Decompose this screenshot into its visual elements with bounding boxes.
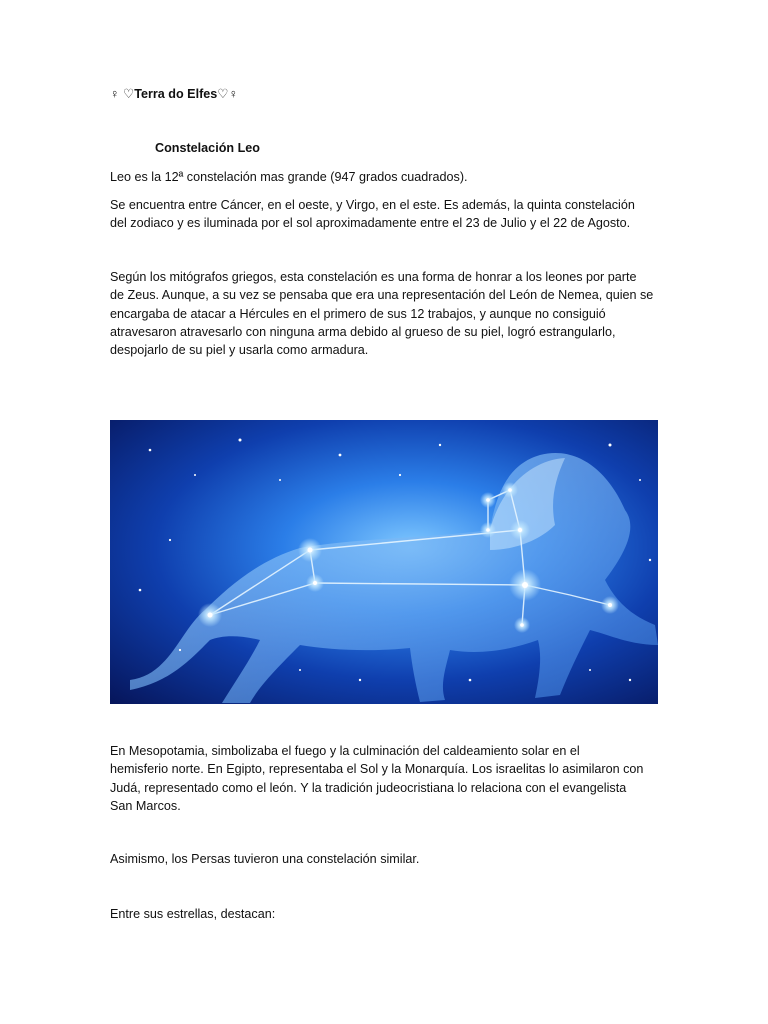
text-line: Se encuentra entre Cáncer, en el oeste, y Virgo, en el este. Es además, la quinta constelación [110, 198, 635, 212]
paragraph-mesopotamia [110, 742, 658, 815]
text-line: de Zeus. Aunque, a su vez se pensaba que era una representación del León de Nemea, quien se [110, 288, 654, 303]
paragraph-mythology [110, 268, 658, 359]
section-heading: Constelación Leo [155, 141, 260, 155]
paragraph-location [110, 196, 658, 233]
text-line: En Mesopotamia, simbolizaba el fuego y la culminación del caldeamiento solar en el [110, 744, 580, 758]
text-line: Según los mitógrafos griegos, esta constelación es una forma de honrar a los leones por parte [110, 270, 637, 284]
text-line: atravesaron atravesarlo con ninguna arma debido al grueso de su piel, logró estrangularlo, [110, 324, 616, 339]
text-line: hemisferio norte. En Egipto, representaba el Sol y la Monarquía. Los israelitas lo asimilaron con [110, 762, 644, 777]
header-title: ♀ ♡Terra do Elfes♡♀ [110, 87, 239, 101]
paragraph-intro: Leo es la 12ª constelación mas grande (947 grados cuadrados). [110, 170, 468, 184]
text-line: del zodiaco y es iluminada por el sol aproximadamente entre el 23 de Julio y el 22 de Agosto. [110, 216, 631, 231]
text-line: despojarlo de su piel y usarla como armadura. [110, 343, 369, 358]
lion-constellation-image [110, 420, 658, 704]
paragraph-stars: Entre sus estrellas, destacan: [110, 907, 276, 921]
paragraph-persians: Asimismo, los Persas tuvieron una constelación similar. [110, 852, 420, 866]
lion-silhouette [130, 453, 658, 703]
text-line: San Marcos. [110, 798, 181, 813]
text-line: Judá, representado como el león. Y la tradición judeocristiana lo relaciona con el evangelista [110, 780, 627, 795]
lion-constellation-illustration [110, 420, 658, 704]
text-line: encargaba de atacar a Hércules en el primero de sus 12 trabajos, y aunque no consiguió [110, 306, 606, 321]
